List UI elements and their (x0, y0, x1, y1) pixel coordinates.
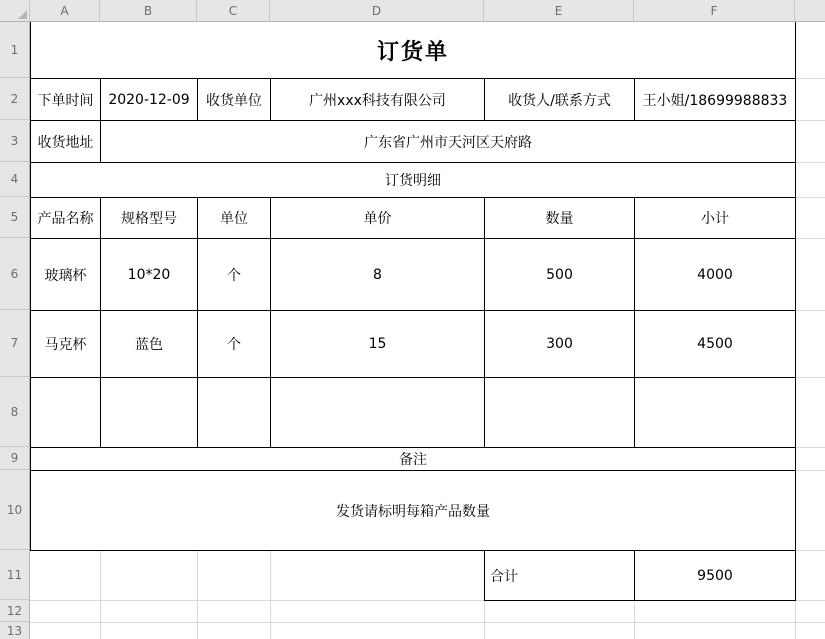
header-spec-cell[interactable]: 规格型号 (100, 197, 198, 239)
remark-label-cell[interactable]: 备注 (30, 447, 796, 471)
address-label-cell[interactable]: 收货地址 (30, 120, 101, 163)
col-header-d[interactable]: D (270, 0, 484, 21)
row-header-11[interactable]: 11 (0, 550, 29, 600)
header-subtotal-cell[interactable]: 小计 (634, 197, 796, 239)
contact-label-cell[interactable]: 收货人/联系方式 (484, 78, 635, 121)
row-header-4[interactable]: 4 (0, 162, 29, 197)
product2-subtotal-cell[interactable]: 4500 (634, 310, 796, 378)
col-header-f[interactable]: F (634, 0, 795, 21)
empty-row-spec-cell[interactable] (100, 377, 198, 448)
row-header-13[interactable]: 13 (6, 623, 23, 638)
empty-row-price-cell[interactable] (270, 377, 485, 448)
select-all-corner[interactable] (0, 0, 30, 21)
select-all-triangle-icon (18, 10, 27, 19)
address-value-cell[interactable]: 广东省广州市天河区天府路 (100, 120, 796, 163)
empty-row-unit-cell[interactable] (197, 377, 271, 448)
col-header-b[interactable]: B (100, 0, 197, 21)
row-header-10[interactable]: 10 (0, 470, 29, 550)
row-header-1[interactable]: 1 (0, 22, 29, 78)
product2-price-cell[interactable]: 15 (270, 310, 485, 378)
row-header-6[interactable]: 6 (0, 238, 29, 310)
row-header-12[interactable]: 12 (0, 600, 29, 622)
total-label-cell[interactable]: 合计 (484, 550, 635, 601)
product1-spec-cell[interactable]: 10*20 (100, 238, 198, 311)
order-form-title-cell[interactable]: 订货单 (30, 22, 796, 79)
product1-subtotal-cell[interactable]: 4000 (634, 238, 796, 311)
header-unit-cell[interactable]: 单位 (197, 197, 271, 239)
product2-qty-cell[interactable]: 300 (484, 310, 635, 378)
header-product-name-cell[interactable]: 产品名称 (30, 197, 101, 239)
product2-unit-cell[interactable]: 个 (197, 310, 271, 378)
row-header-3[interactable]: 3 (0, 120, 29, 162)
receiver-unit-label-cell[interactable]: 收货单位 (197, 78, 271, 121)
remark-value-cell[interactable]: 发货请标明每箱产品数量 (30, 470, 796, 551)
header-qty-cell[interactable]: 数量 (484, 197, 635, 239)
product1-qty-cell[interactable]: 500 (484, 238, 635, 311)
empty-row-qty-cell[interactable] (484, 377, 635, 448)
header-price-cell[interactable]: 单价 (270, 197, 485, 239)
row-number-gutter (0, 22, 30, 639)
total-value-cell[interactable]: 9500 (634, 550, 796, 601)
empty-row-subtotal-cell[interactable] (634, 377, 796, 448)
row-header-8[interactable]: 8 (0, 377, 29, 447)
receiver-unit-value-cell[interactable]: 广州xxx科技有限公司 (270, 78, 485, 121)
gridline (30, 622, 825, 623)
row-header-9[interactable]: 9 (0, 447, 29, 470)
row-header-2[interactable]: 2 (0, 78, 29, 120)
product1-unit-cell[interactable]: 个 (197, 238, 271, 311)
order-time-label-cell[interactable]: 下单时间 (30, 78, 101, 121)
col-header-c[interactable]: C (197, 0, 270, 21)
row-header-5[interactable]: 5 (0, 197, 29, 238)
product1-name-cell[interactable]: 玻璃杯 (30, 238, 101, 311)
empty-row-name-cell[interactable] (30, 377, 101, 448)
col-header-g[interactable] (795, 0, 825, 21)
column-header-row (0, 0, 825, 22)
order-time-value-cell[interactable]: 2020-12-09 (100, 78, 198, 121)
contact-value-cell[interactable]: 王小姐/18699988833 (634, 78, 796, 121)
product2-name-cell[interactable]: 马克杯 (30, 310, 101, 378)
product2-spec-cell[interactable]: 蓝色 (100, 310, 198, 378)
col-header-a[interactable]: A (30, 0, 100, 21)
detail-section-title-cell[interactable]: 订货明细 (30, 162, 796, 198)
row-header-7[interactable]: 7 (0, 310, 29, 377)
product1-price-cell[interactable]: 8 (270, 238, 485, 311)
col-header-e[interactable]: E (484, 0, 634, 21)
